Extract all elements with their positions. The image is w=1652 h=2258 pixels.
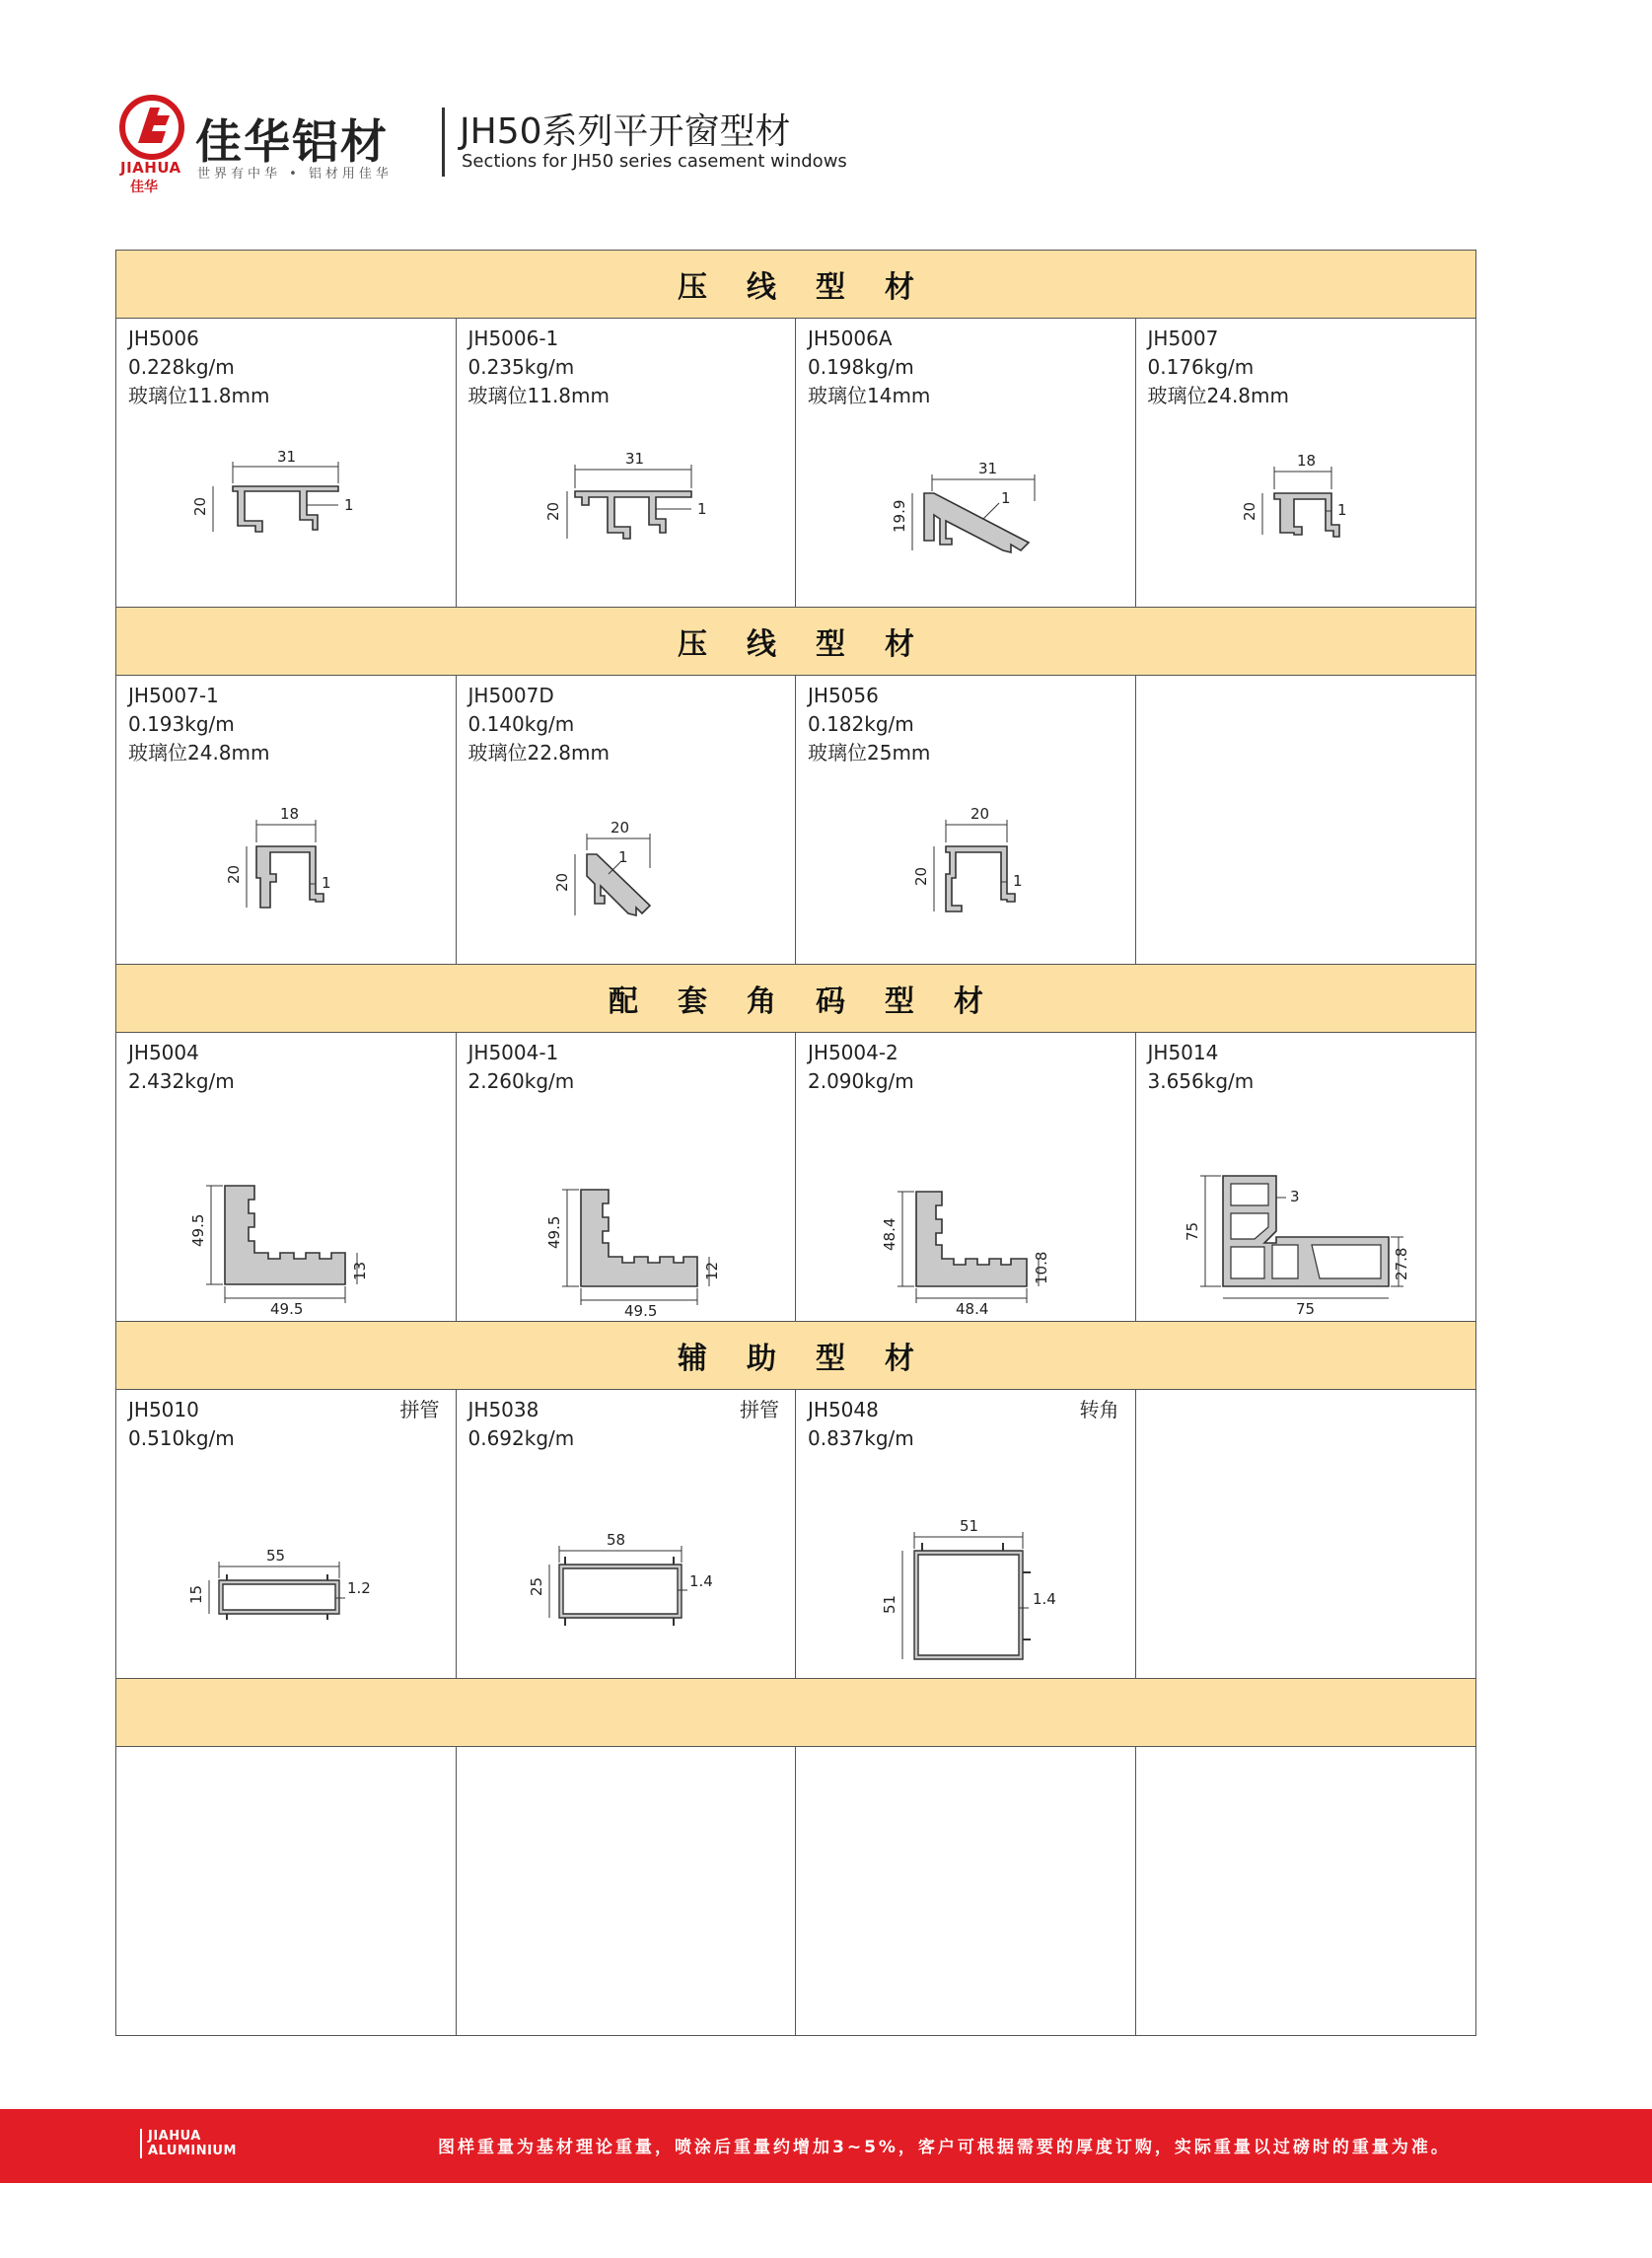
dim-height: 15 (187, 1584, 205, 1604)
profile-code: JH5048 (808, 1398, 879, 1421)
profile-info (468, 682, 611, 767)
section-band: 压线型材 (116, 251, 1475, 319)
dim-height: 48.4 (881, 1217, 898, 1251)
footer-brand-line2: ALUMINIUM (148, 2144, 237, 2158)
dim-thickness: 1 (322, 874, 331, 892)
footer-note: 图样重量为基材理论重量，喷涂后重量约增加3~5%，客户可根据需要的厚度订购，实际重量以过磅时的重量为准。 (438, 2138, 1451, 2157)
dim-width: 75 (1295, 1300, 1315, 1318)
profile-weight: 2.090kg/m (808, 1069, 914, 1093)
dim-height: 19.9 (891, 499, 908, 533)
dim-thickness: 1.2 (347, 1579, 371, 1597)
profile-glass: 玻璃位22.8mm (467, 741, 610, 765)
profile-row (116, 1033, 1475, 1322)
dim-height: 20 (225, 864, 243, 884)
profile-type-tag: 拼管 (740, 1398, 779, 1421)
profile-drawing (457, 422, 796, 605)
profile-cell (796, 676, 1136, 964)
dim-leg: 12 (702, 1261, 721, 1280)
profile-info (468, 1039, 575, 1096)
dim-height: 20 (912, 866, 930, 886)
profile-weight: 0.176kg/m (1147, 355, 1255, 379)
profile-info (1148, 325, 1290, 410)
profile-weight: 0.182kg/m (808, 712, 914, 736)
profile-info (808, 1039, 914, 1096)
empty-cell (457, 1747, 797, 2035)
profile-drawing (116, 422, 456, 605)
section-band: 辅助型材 (116, 1322, 1475, 1390)
dim-width: 20 (970, 805, 990, 823)
profile-code: JH5006-1 (467, 327, 559, 350)
profile-code: JH5038 (467, 1398, 539, 1421)
profile-weight: 2.432kg/m (128, 1069, 235, 1093)
profile-row (116, 1390, 1475, 1679)
brand-name: 佳华铝材 (195, 115, 389, 170)
profile-code: JH5014 (1147, 1041, 1219, 1064)
profile-drawing (457, 1136, 796, 1319)
profile-cell (116, 1033, 457, 1321)
profile-glass: 玻璃位24.8mm (128, 741, 270, 765)
dim-thickness: 1 (617, 848, 628, 866)
profile-catalog-table (115, 250, 1476, 2036)
profile-cell (116, 319, 457, 607)
section-band: 压线型材 (116, 608, 1475, 676)
footer-brand-line1: JIAHUA (148, 2129, 201, 2144)
dim-width: 31 (624, 450, 644, 468)
profile-drawing (457, 1493, 796, 1676)
dim-width: 55 (266, 1547, 286, 1565)
dim-width: 18 (280, 805, 300, 823)
profile-info (128, 1039, 235, 1096)
profile-drawing (1136, 422, 1475, 605)
profile-cell (796, 1033, 1136, 1321)
dim-width: 31 (978, 460, 998, 477)
profile-info (468, 1396, 575, 1453)
profile-type-tag: 转角 (1079, 1398, 1119, 1421)
profile-row-empty (116, 1747, 1475, 2035)
dim-height: 20 (543, 501, 562, 521)
profile-code: JH5007D (467, 684, 554, 707)
brand-slogan: 世界有中华 • 铝材用佳华 (197, 167, 393, 182)
profile-weight: 0.235kg/m (467, 355, 575, 379)
logo-latin: JIAHUA (120, 159, 181, 177)
dim-leg: 27.8 (1392, 1247, 1410, 1280)
profile-row (116, 319, 1475, 608)
profile-weight: 0.228kg/m (128, 355, 235, 379)
profile-glass: 玻璃位11.8mm (467, 384, 610, 407)
dim-thickness: 1.4 (1033, 1590, 1056, 1608)
profile-cell (457, 1390, 797, 1678)
empty-cell (1136, 676, 1476, 964)
empty-cell (116, 1747, 457, 2035)
dim-leg: 13 (351, 1261, 369, 1280)
profile-type-tag: 拼管 (399, 1398, 440, 1421)
profile-drawing (796, 779, 1135, 962)
profile-info (808, 325, 930, 410)
profile-cell (457, 1033, 797, 1321)
dim-wall: 3 (1289, 1188, 1300, 1205)
profile-code: JH5010 (128, 1398, 199, 1421)
profile-glass: 玻璃位14mm (808, 384, 931, 407)
page-title: JH50系列平开窗型材 (460, 111, 791, 152)
profile-drawing (796, 1493, 1135, 1676)
profile-cell (796, 319, 1136, 607)
dim-width: 49.5 (623, 1302, 657, 1319)
empty-cell (1136, 1390, 1476, 1678)
empty-cell (796, 1747, 1136, 2035)
empty-cell (1136, 1747, 1476, 2035)
dim-width: 20 (610, 819, 629, 837)
dim-height: 20 (191, 496, 209, 516)
profile-code: JH5006 (128, 327, 199, 350)
profile-drawing (116, 779, 456, 962)
page-footer (0, 2109, 1652, 2183)
dim-height: 75 (1183, 1221, 1201, 1241)
dim-height: 20 (552, 872, 571, 892)
dim-width: 31 (277, 448, 297, 466)
profile-weight: 0.140kg/m (467, 712, 575, 736)
profile-drawing (796, 422, 1135, 605)
profile-cell (796, 1390, 1136, 1678)
dim-thickness: 1 (344, 496, 354, 514)
profile-cell (1136, 319, 1476, 607)
page-header (116, 94, 1004, 195)
profile-cell (116, 1390, 457, 1678)
profile-code: JH5007-1 (128, 684, 219, 707)
profile-drawing (796, 1136, 1135, 1319)
profile-info (1148, 1039, 1255, 1096)
profile-glass: 玻璃位25mm (808, 741, 931, 765)
dim-height: 20 (1240, 501, 1258, 521)
dim-thickness: 1.4 (688, 1572, 713, 1590)
profile-weight: 0.198kg/m (808, 355, 914, 379)
page-subtitle: Sections for JH50 series casement windows (462, 151, 847, 172)
dim-thickness: 1 (696, 500, 707, 518)
dim-height: 51 (881, 1594, 898, 1614)
dim-width: 51 (960, 1517, 979, 1535)
dim-height: 25 (527, 1576, 545, 1596)
profile-code: JH5056 (808, 684, 879, 707)
profile-weight: 0.193kg/m (128, 712, 235, 736)
jiahua-logo-icon (116, 94, 187, 165)
profile-drawing (116, 1136, 456, 1319)
dim-thickness: 1 (1013, 872, 1023, 890)
profile-cell (457, 319, 797, 607)
profile-info (808, 682, 930, 767)
profile-info (468, 325, 611, 410)
profile-drawing (1136, 1136, 1475, 1319)
profile-code: JH5006A (808, 327, 893, 350)
profile-code: JH5004-2 (808, 1041, 898, 1064)
dim-height: 49.5 (189, 1213, 207, 1247)
profile-code: JH5004 (128, 1041, 199, 1064)
profile-info (128, 682, 270, 767)
profile-code: JH5004-1 (467, 1041, 559, 1064)
profile-cell (1136, 1033, 1476, 1321)
profile-weight: 2.260kg/m (467, 1069, 575, 1093)
profile-weight: 3.656kg/m (1147, 1069, 1255, 1093)
footer-brand (140, 2129, 237, 2158)
profile-weight: 0.510kg/m (128, 1426, 235, 1450)
section-band-empty (116, 1679, 1475, 1747)
dim-thickness: 1 (1001, 489, 1011, 507)
dim-width: 48.4 (956, 1300, 989, 1318)
dim-width: 58 (606, 1531, 625, 1549)
dim-height: 49.5 (544, 1215, 563, 1249)
dim-leg: 10.8 (1033, 1251, 1050, 1284)
profile-drawing (116, 1493, 456, 1676)
dim-width: 18 (1296, 452, 1316, 470)
section-band: 配套角码型材 (116, 965, 1475, 1033)
dim-width: 49.5 (270, 1300, 304, 1318)
profile-info (128, 1396, 235, 1453)
profile-weight: 0.837kg/m (808, 1426, 914, 1450)
profile-cell (457, 676, 797, 964)
profile-weight: 0.692kg/m (467, 1426, 575, 1450)
header-divider (442, 108, 445, 177)
profile-info (808, 1396, 914, 1453)
profile-glass: 玻璃位11.8mm (128, 384, 270, 407)
profile-drawing (457, 779, 796, 962)
profile-info (128, 325, 270, 410)
logo-cn-small: 佳华 (130, 180, 158, 195)
profile-code: JH5007 (1147, 327, 1219, 350)
profile-glass: 玻璃位24.8mm (1147, 384, 1289, 407)
dim-thickness: 1 (1336, 501, 1347, 519)
profile-row (116, 676, 1475, 965)
profile-cell (116, 676, 457, 964)
